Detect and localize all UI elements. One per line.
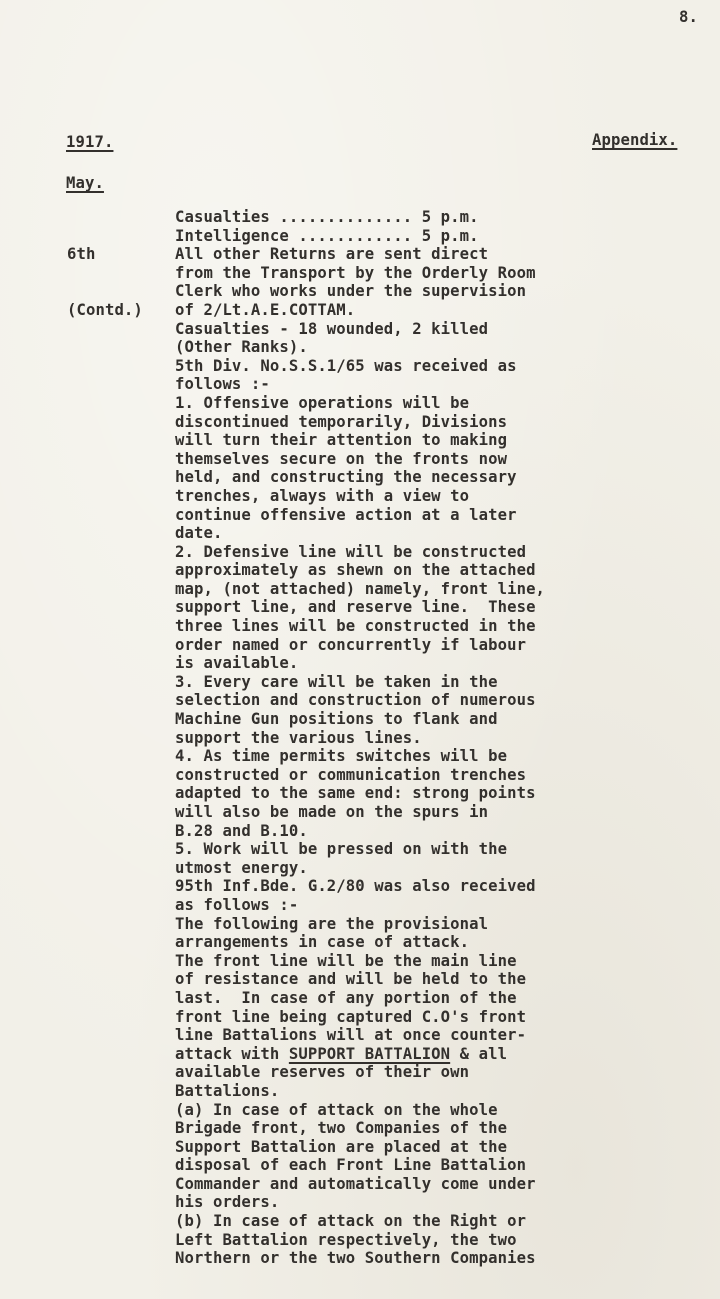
month-heading: May.	[66, 174, 104, 192]
body-line: Brigade front, two Companies of the	[175, 1119, 508, 1138]
body-line: B.28 and B.10.	[175, 821, 308, 840]
body-line: 95th Inf.Bde. G.2/80 was also received	[175, 877, 536, 896]
body-line: Battalions.	[175, 1081, 280, 1100]
body-line: held, and constructing the necessary	[175, 468, 517, 487]
body-line: Casualties .............. 5 p.m.	[175, 208, 479, 226]
body-line: selection and construction of numerous	[175, 691, 536, 710]
appendix-heading: Appendix.	[592, 131, 678, 149]
body-line: available reserves of their own	[175, 1063, 470, 1082]
body-line: Machine Gun positions to flank and	[175, 710, 498, 729]
body-line: All other Returns are sent direct	[175, 245, 489, 264]
date-day: 6th	[67, 245, 96, 264]
body-line: 2. Defensive line will be constructed	[175, 542, 527, 561]
body-line: from the Transport by the Orderly Room	[175, 263, 536, 282]
body-line: Casualties - 18 wounded, 2 killed	[175, 319, 489, 338]
body-line: of resistance and will be held to the	[175, 970, 527, 989]
body-line: 5. Work will be pressed on with the	[175, 840, 508, 859]
body-line: Support Battalion are placed at the	[175, 1137, 508, 1156]
body-line: as follows :-	[175, 895, 299, 914]
body-line: arrangements in case of attack.	[175, 933, 470, 952]
body-line: The following are the provisional	[175, 914, 489, 933]
body-line: trenches, always with a view to	[175, 486, 470, 505]
body-line: themselves secure on the fronts now	[175, 449, 508, 468]
body-line: (Other Ranks).	[175, 338, 308, 357]
underlined-phrase: SUPPORT BATTALION	[288, 1044, 451, 1063]
diary-body	[175, 208, 545, 1268]
body-line: (a) In case of attack on the whole	[175, 1100, 498, 1119]
body-line: map, (not attached) namely, front line,	[175, 579, 546, 598]
body-line: Commander and automatically come under	[175, 1174, 536, 1193]
date-continued: (Contd.)	[67, 300, 143, 319]
body-line: (b) In case of attack on the Right or	[175, 1212, 527, 1231]
page-number: 8.	[679, 8, 698, 26]
body-line: follows :-	[175, 375, 270, 394]
date-column	[67, 208, 143, 357]
body-line: attack with SUPPORT BATTALION & all	[175, 1044, 508, 1063]
body-line: will turn their attention to making	[175, 431, 508, 450]
body-line: three lines will be constructed in the	[175, 617, 536, 636]
body-line: order named or concurrently if labour	[175, 635, 527, 654]
body-line: approximately as shewn on the attached	[175, 561, 536, 580]
body-line: disposal of each Front Line Battalion	[175, 1156, 527, 1175]
body-line: 1. Offensive operations will be	[175, 393, 470, 412]
year-heading: 1917.	[66, 133, 114, 151]
body-line: support the various lines.	[175, 728, 422, 747]
body-line: last. In case of any portion of the	[175, 988, 517, 1007]
body-line: Intelligence ............ 5 p.m.	[175, 226, 479, 245]
body-line: support line, and reserve line. These	[175, 598, 536, 617]
body-line: 5th Div. No.S.S.1/65 was received as	[175, 356, 517, 375]
body-line: The front line will be the main line	[175, 951, 517, 970]
body-line: will also be made on the spurs in	[175, 803, 489, 821]
body-line: line Battalions will at once counter-	[175, 1026, 527, 1045]
body-line: Northern or the two Southern Companies	[175, 1249, 536, 1268]
body-line: constructed or communication trenches	[175, 765, 527, 784]
body-line: adapted to the same end: strong points	[175, 784, 536, 803]
body-line: date.	[175, 524, 223, 543]
body-line: Clerk who works under the supervision	[175, 282, 527, 301]
body-line: his orders.	[175, 1193, 280, 1212]
body-line: front line being captured C.O's front	[175, 1007, 527, 1026]
body-line: is available.	[175, 654, 299, 673]
body-line: 4. As time permits switches will be	[175, 747, 508, 766]
body-line: Left Battalion respectively, the two	[175, 1230, 517, 1249]
body-line: continue offensive action at a later	[175, 505, 517, 524]
body-line: utmost energy.	[175, 858, 308, 877]
body-line: discontinued temporarily, Divisions	[175, 412, 508, 431]
body-line: 3. Every care will be taken in the	[175, 672, 498, 691]
body-line: of 2/Lt.A.E.COTTAM.	[175, 300, 356, 319]
